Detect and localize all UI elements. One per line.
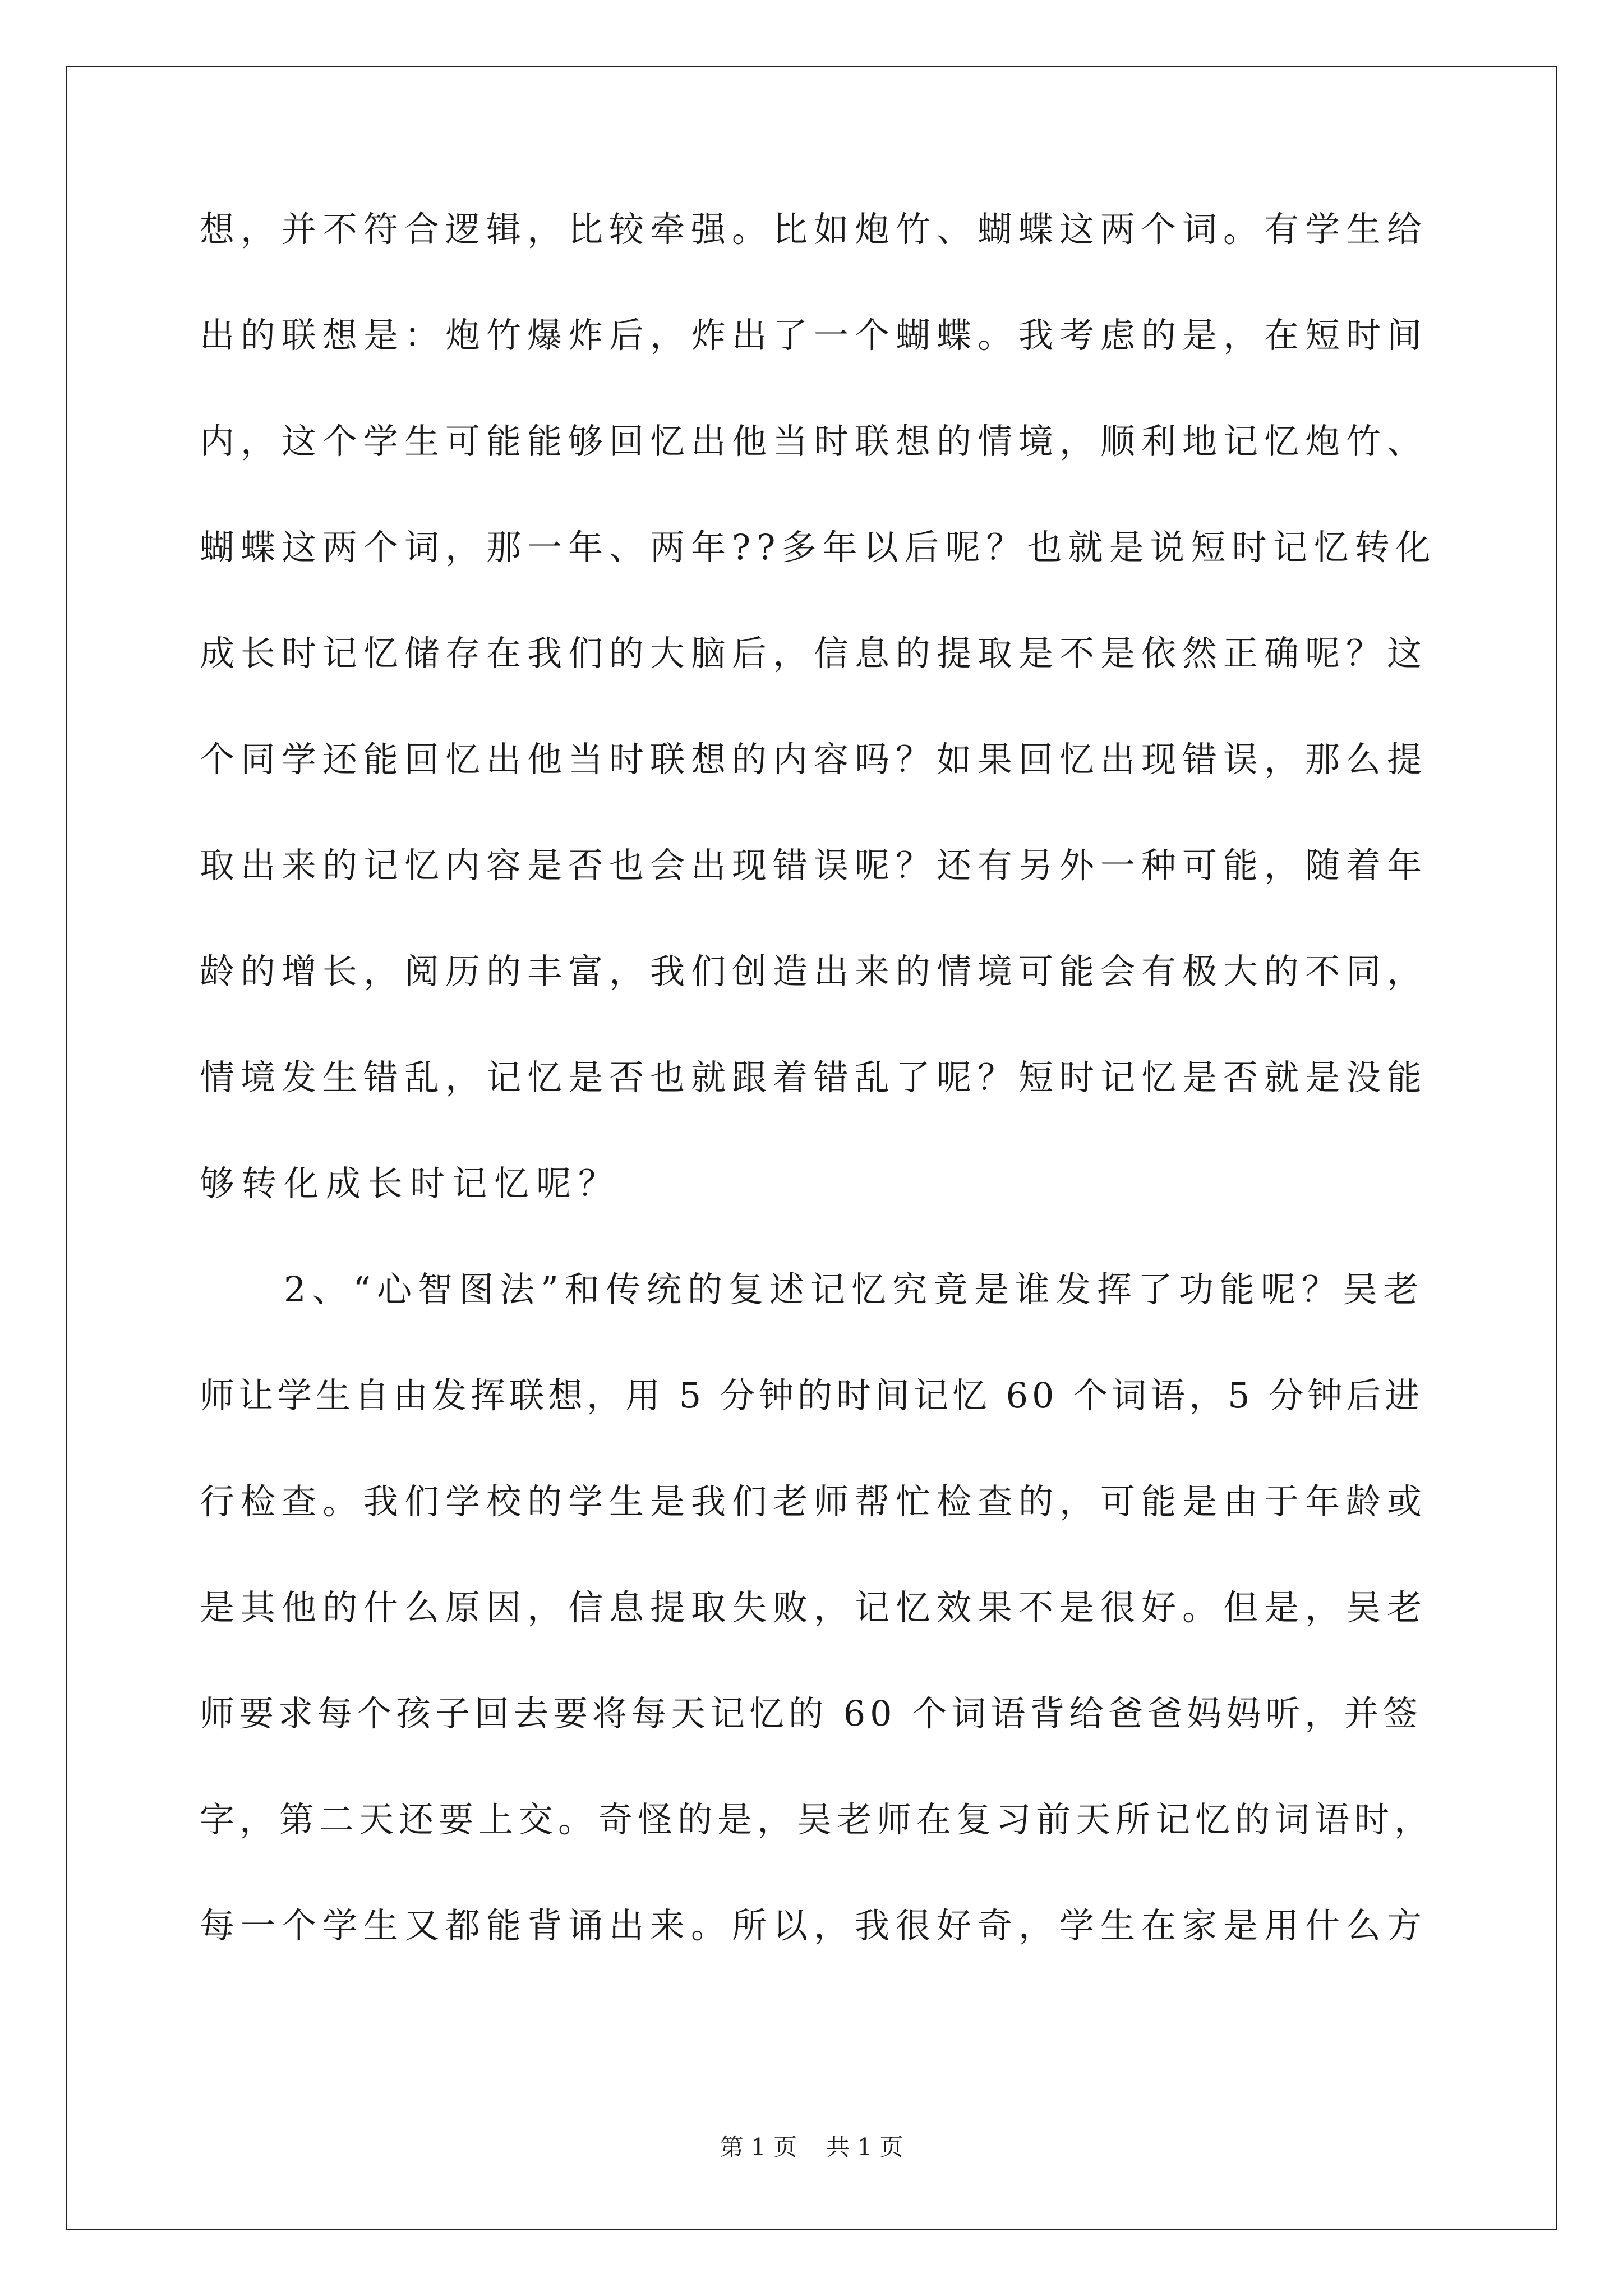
text-line: 个同学还能回忆出他当时联想的内容吗？如果回忆出现错误，那么提 (200, 739, 1428, 780)
text-line: 够转化成长时记忆呢？ (200, 1163, 621, 1204)
text-line: 内，这个学生可能能够回忆出他当时联想的情境，顺利地记忆炮竹、 (200, 421, 1428, 462)
text-line: 师让学生自由发挥联想，用 5 分钟的时间记忆 60 个词语，5 分钟后进 (200, 1375, 1424, 1416)
text-line: 情境发生错乱，记忆是否也就跟着错乱了呢？短时记忆是否就是没能 (200, 1057, 1428, 1098)
text-line: 龄的增长，阅历的丰富，我们创造出来的情境可能会有极大的不同， (200, 951, 1428, 992)
text-line: 想，并不符合逻辑，比较牵强。比如炮竹、蝴蝶这两个词。有学生给 (200, 209, 1428, 250)
page-number: 第 1 页 (720, 2133, 797, 2161)
text-line: 蝴蝶这两个词，那一年、两年??多年以后呢？也就是说短时记忆转化 (200, 527, 1437, 568)
text-line: 是其他的什么原因，信息提取失败，记忆效果不是很好。但是，吴老 (200, 1587, 1428, 1628)
page-total: 共 1 页 (826, 2133, 903, 2161)
paragraph-first-line: 2、“心智图法”和传统的复述记忆究竟是谁发挥了功能呢？吴老 (284, 1269, 1424, 1310)
page-footer (0, 2133, 1623, 2161)
text-line: 每一个学生又都能背诵出来。所以，我很好奇，学生在家是用什么方 (200, 1905, 1428, 1946)
text-line: 取出来的记忆内容是否也会出现错误呢？还有另外一种可能，随着年 (200, 845, 1428, 886)
text-line: 出的联想是：炮竹爆炸后，炸出了一个蝴蝶。我考虑的是，在短时间 (200, 315, 1428, 356)
text-line: 字，第二天还要上交。奇怪的是，吴老师在复习前天所记忆的词语时， (200, 1799, 1435, 1840)
text-line: 师要求每个孩子回去要将每天记忆的 60 个词语背给爸爸妈妈听，并签 (200, 1693, 1423, 1734)
text-line: 成长时记忆储存在我们的大脑后，信息的提取是不是依然正确呢？这 (200, 633, 1428, 674)
text-line: 行检查。我们学校的学生是我们老师帮忙检查的，可能是由于年龄或 (200, 1481, 1428, 1522)
